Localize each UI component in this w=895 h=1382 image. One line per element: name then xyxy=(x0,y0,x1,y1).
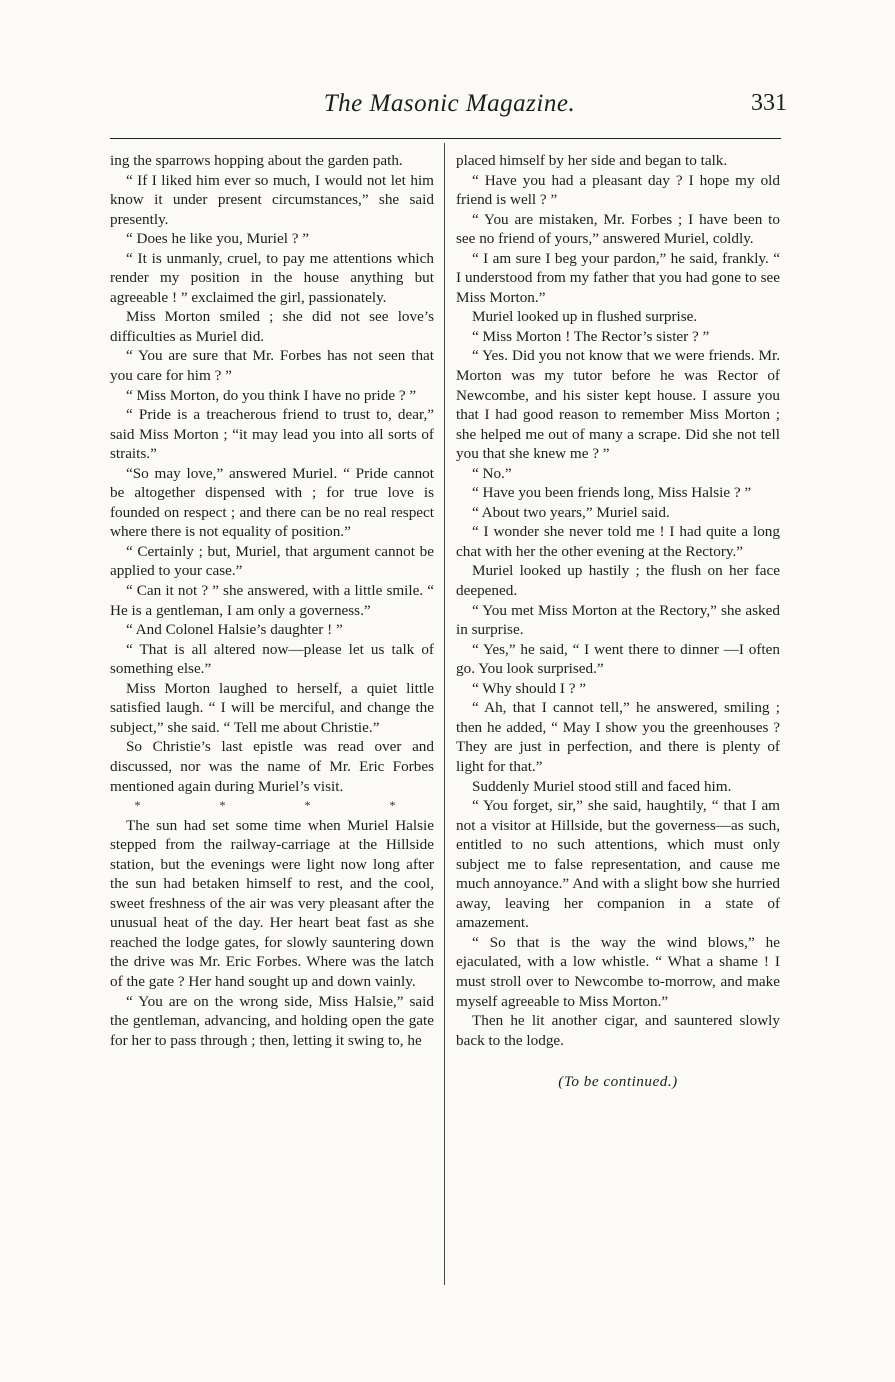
header-rule xyxy=(110,138,781,139)
paragraph: “ I am sure I beg your pardon,” he said, frankly. “ I understood from my father that you had gone to see Miss Morton.” xyxy=(456,249,780,306)
section-break: * * * * xyxy=(134,798,434,813)
paragraph: “ You are on the wrong side, Miss Halsie,” said the gentleman, advancing, and holding open the gate for her to pass through ; then, letting it swing to, he xyxy=(110,992,434,1049)
paragraph: “ I wonder she never told me ! I had quite a long chat with her the other evening at the Rectory.” xyxy=(456,523,780,560)
paragraph: “ Ah, that I cannot tell,” he answered, smiling ; then he added, “ May I show you the greenhouses ? They are just in perfection, and there is plenty of light for that.” xyxy=(456,699,780,775)
paragraph: “ You met Miss Morton at the Rectory,” she asked in surprise. xyxy=(456,601,780,639)
paragraph: placed himself by her side and began to talk. xyxy=(456,152,728,169)
paragraph: “ Pride is a treacherous friend to trust to, dear,” said Miss Morton ; “it may lead you into all sorts of straits.” xyxy=(110,406,434,463)
paragraph: So Christie’s last epistle was read over and discussed, nor was the name of Mr. Eric Forbes mentioned again during Muriel’s visit. xyxy=(110,738,434,795)
paragraph: Miss Morton smiled ; she did not see love’s difficulties as Muriel did. xyxy=(110,308,434,345)
paragraph: “ Why should I ? ” xyxy=(471,679,586,697)
paragraph: Suddenly Muriel stood still and faced him. xyxy=(471,777,732,795)
paragraph: “ Certainly ; but, Muriel, that argument cannot be applied to your case.” xyxy=(110,542,434,580)
paragraph: “ Miss Morton, do you think I have no pride ? ” xyxy=(125,386,417,404)
paragraph: “ Have you had a pleasant day ? I hope my old friend is well ? ” xyxy=(456,171,780,209)
paragraph: “ So that is the way the wind blows,” he ejaculated, with a low whistle. “ What a shame ! I must stroll over to Newcombe to-morrow, and make myself agreeable to Miss Morton.” xyxy=(456,933,780,1010)
paragraph: Then he lit another cigar, and sauntered slowly back to the lodge. xyxy=(456,1012,780,1049)
paragraph: “ It is unmanly, cruel, to pay me attentions which render my position in the house anything but agreeable ! ” exclaimed the girl, passionately. xyxy=(110,249,434,306)
running-title: The Masonic Magazine. xyxy=(323,90,576,117)
page-header xyxy=(112,84,787,124)
paragraph: “ You are sure that Mr. Forbes has not seen that you care for him ? ” xyxy=(110,347,434,385)
page-number: 331 xyxy=(751,90,787,116)
paragraph: “ No.” xyxy=(471,464,512,482)
paragraph: “ Does he like you, Muriel ? ” xyxy=(125,230,309,248)
paragraph: “ Miss Morton ! The Rector’s sister ? ” xyxy=(471,327,710,345)
to-be-continued-note: (To be continued.) xyxy=(558,1073,678,1091)
paragraph: “So may love,” answered Muriel. “ Pride cannot be altogether dispensed with ; for true love is founded on respect ; and there can be no real respect where there is not equality of position.” xyxy=(110,464,434,541)
paragraph: “ Can it not ? ” she answered, with a little smile. “ He is a gentleman, I am only a governess.” xyxy=(110,582,434,619)
right-column xyxy=(456,151,780,1092)
paragraph: Muriel looked up hastily ; the flush on her face deepened. xyxy=(456,562,780,600)
left-column xyxy=(110,151,434,1050)
paragraph: “ About two years,” Muriel said. xyxy=(471,503,670,521)
paragraph: “ That is all altered now—please let us talk of something else.” xyxy=(110,640,434,678)
paragraph: “ If I liked him ever so much, I would not let him know it under present circumstances,” she said presently. xyxy=(110,171,434,228)
paragraph: “ Have you been friends long, Miss Halsie ? ” xyxy=(471,484,752,502)
paragraph: “ Yes. Did you not know that we were friends. Mr. Morton was my tutor before he was Rector of Newcombe, and his sister kept house. I assure you that I had good reason to remember Miss Morton ; she helped me out of many a scrape. Did she not tell you that she knew me ? ” xyxy=(456,347,780,463)
paragraph: “ You forget, sir,” she said, haughtily, “ that I am not a visitor at Hillside, but the governess—as such, entitled to no such attentions, which must only subject me to false representation, and cause me much annoyance.” And with a slight bow she hurried away, leaving her companion in a state of amazement. xyxy=(456,797,780,932)
paragraph: “ And Colonel Halsie’s daughter ! ” xyxy=(125,621,343,639)
paragraph: “ Yes,” he said, “ I went there to dinner —I often go. You look surprised.” xyxy=(456,640,780,678)
paragraph: Muriel looked up in flushed surprise. xyxy=(471,308,698,326)
paragraph: Miss Morton laughed to herself, a quiet little satisfied laugh. “ I will be merciful, and change the subject,” she said. “ Tell me about Christie.” xyxy=(110,679,434,736)
column-divider xyxy=(444,143,445,1285)
paragraph: ing the sparrows hopping about the garden path. xyxy=(110,152,403,169)
paragraph: “ You are mistaken, Mr. Forbes ; I have been to see no friend of yours,” answered Muriel, coldly. xyxy=(456,210,780,248)
paragraph: The sun had set some time when Muriel Halsie stepped from the railway-carriage at the Hillside station, but the evenings were light now long after the sun had betaken himself to rest, and the cool, sweet freshness of the air was very pleasant after the unusual heat of the day. Her heart beat fast as she reached the lodge gates, for slowly sauntering down the drive was Mr. Eric Forbes. Where was the latch of the gate ? Her hand sought up and down vainly. xyxy=(110,816,434,990)
